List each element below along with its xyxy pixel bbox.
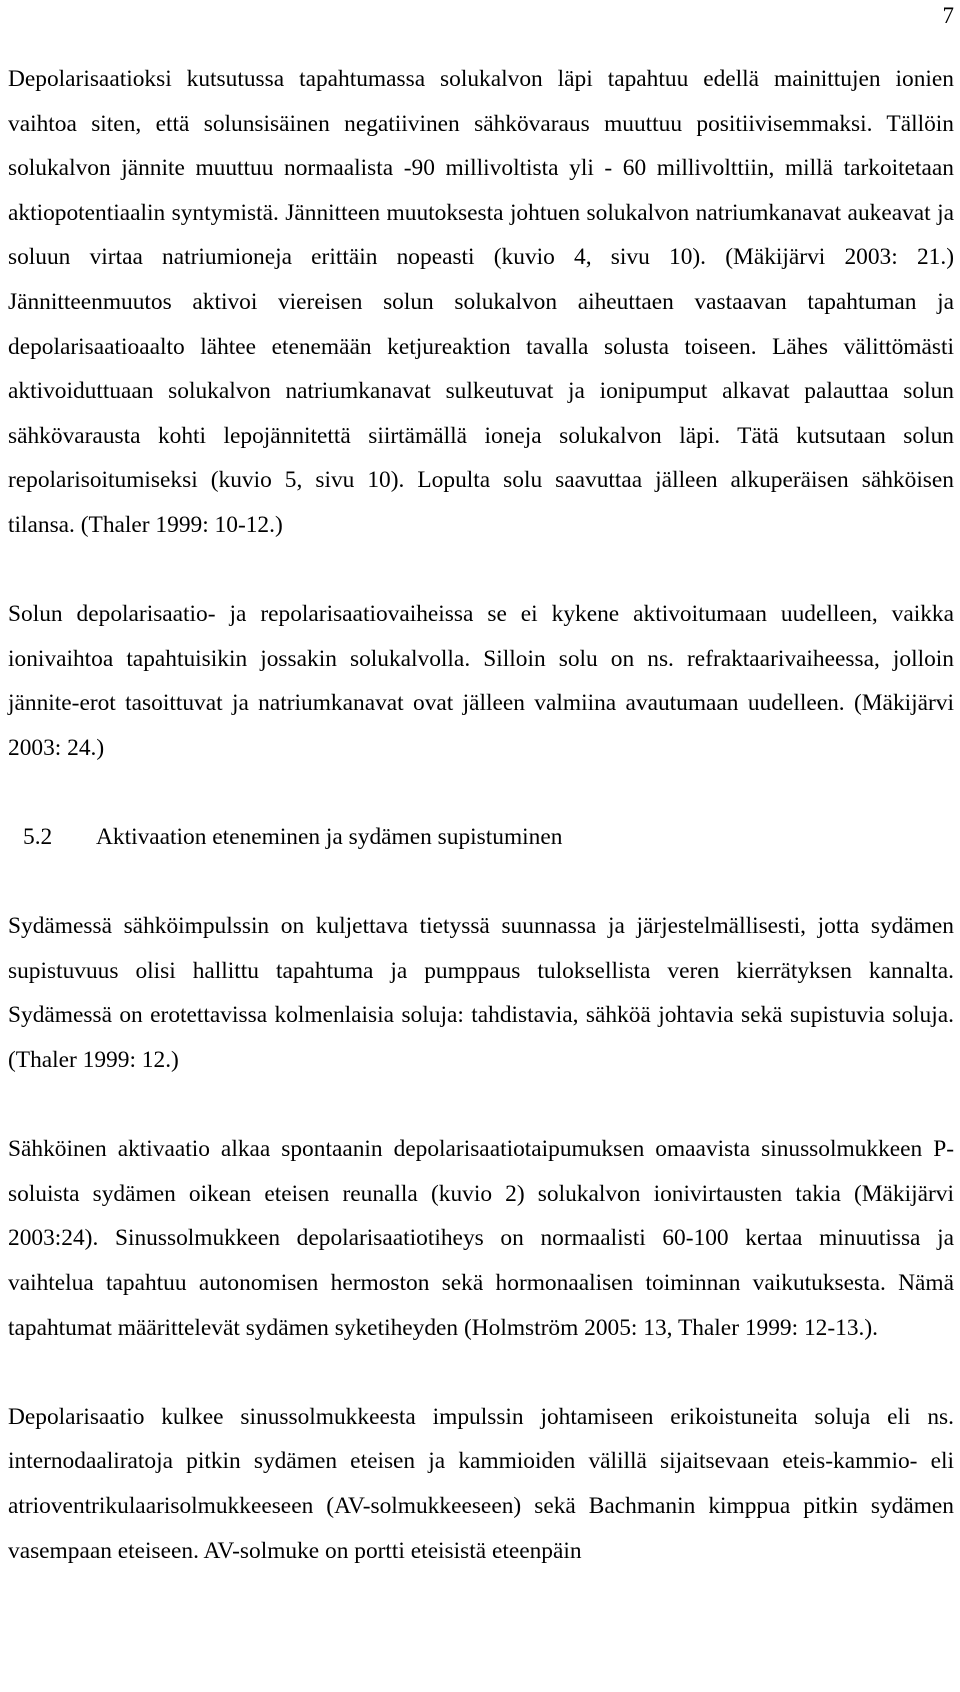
paragraph-depolarisation: Depolarisaatioksi kutsutussa tapahtumassa solukalvon läpi tapahtuu edellä mainittujen ionien vaihtoa siten, että solunsisäinen negatiivinen sähkövaraus muuttuu positiivisemmaksi. Tällöin solukalvon jännite muuttuu normaalista -90 millivoltista yli - 60 millivolttiin, millä tarkoitetaan aktiopotentiaalin syntymistä. Jännitteen muutoksesta johtuen solukalvon natriumkanavat aukeavat ja soluun virtaa natriumioneja erittäin nopeasti (kuvio 4, sivu 10). (Mäkijärvi 2003: 21.) Jännitteenmuutos aktivoi viereisen solun solukalvon aiheuttaen vastaavan tapahtuman ja depolarisaatioaalto lähtee etenemään ketjureaktion tavalla solusta toiseen. Lähes välittömästi aktivoiduttuaan solukalvon natriumkanavat sulkeutuvat ja ionipumput alkavat palauttaa solun sähkövarausta kohti lepojännitettä siirtämällä ioneja solukalvon läpi. Tätä kutsutaan solun repolarisoitumiseksi (kuvio 5, sivu 10). Lopulta solu saavuttaa jälleen alkuperäisen sähköisen tilansa. (Thaler 1999: 10-12.) (8, 66, 954, 538)
paragraph-sinus-node: Sähköinen aktivaatio alkaa spontaanin depolarisaatiotaipumuksen omaavista sinussolmukkeen P-soluista sydämen oikean eteisen reunalla (kuvio 2) solukalvon ionivirtausten takia (Mäkijärvi 2003:24). Sinussolmukkeen depolarisaatiotiheys on normaalisti 60-100 kertaa minuutissa ja vaihtelua tapahtuu autonomisen hermoston sekä hormonaalisen toiminnan vaikutuksesta. Nämä tapahtumat määrittelevät sydämen syketiheyden (Holmström 2005: 13, Thaler 1999: 12-13.). (8, 1136, 954, 1341)
section-number: 5.2 (23, 824, 53, 851)
paragraph-av-node: Depolarisaatio kulkee sinussolmukkeesta impulssin johtamiseen erikoistuneita soluja eli ns. internodaaliratoja pitkin sydämen eteisen ja kammioiden välillä sijaitsevaan eteis-kammio- eli atrioventrikulaarisolmukkeeseen (AV-solmukkeeseen) sekä Bachmanin kimppua pitkin sydämen vasempaan eteiseen. AV-solmuke on portti eteisistä eteenpäin (8, 1403, 954, 1564)
page-number: 7 (942, 3, 954, 28)
section-title: Aktivaation eteneminen ja sydämen supistuminen (96, 824, 563, 851)
paragraph-conduction-intro: Sydämessä sähköimpulssin on kuljettava tietyssä suunnassa ja järjestelmällisesti, jotta sydämen supistuvuus olisi hallittu tapahtuma ja pumppaus tuloksellista veren kierrätyksen kannalta. Sydämessä on erotettavissa kolmenlaisia soluja: tahdistavia, sähköä johtavia sekä supistuvia soluja. (Thaler 1999: 12.) (8, 913, 954, 1074)
paragraph-refractory: Solun depolarisaatio- ja repolarisaatiovaiheissa se ei kykene aktivoitumaan uudelleen, vaikka ionivaihtoa tapahtuisikin jossakin solukalvolla. Silloin solu on ns. refraktaarivaiheessa, jolloin jännite-erot tasoittuvat ja natriumkanavat ovat jälleen valmiina avautumaan uudelleen. (Mäkijärvi 2003: 24.) (8, 601, 954, 761)
document-body (8, 57, 954, 1618)
section-heading (8, 815, 954, 860)
